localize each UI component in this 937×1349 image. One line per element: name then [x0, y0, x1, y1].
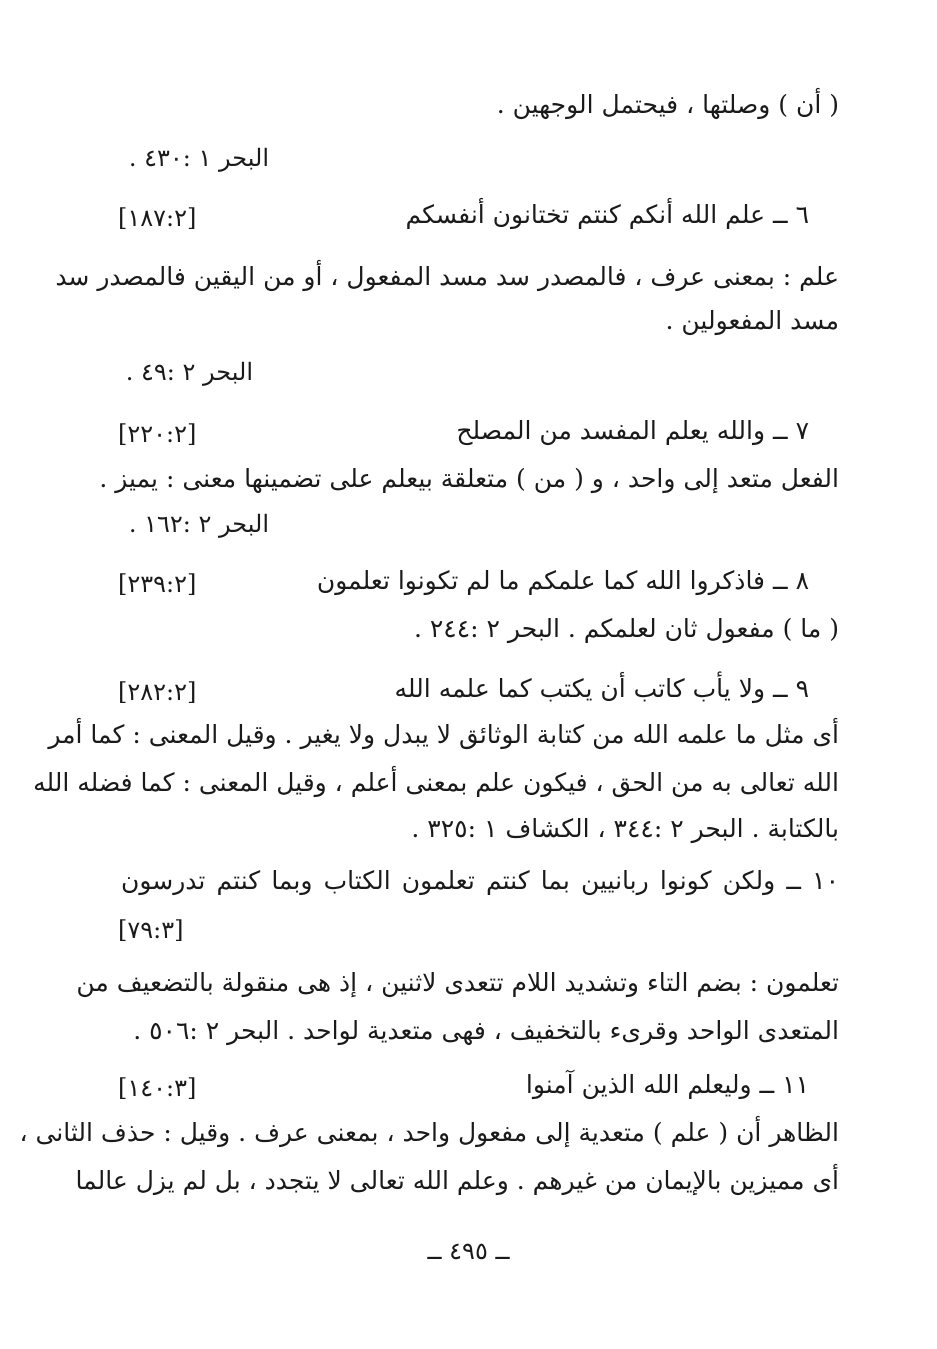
verse-reference: [١٤٠:٣] [118, 1074, 197, 1102]
text-line-22: تعلمون : بضم التاء وتشديد اللام تتعدى لاثنين ، إذ هى منقولة بالتضعيف من [76, 968, 839, 997]
verse-7: ٧ ــ والله يعلم المفسد من المصلح [456, 416, 809, 445]
text-line-18: الله تعالى به من الحق ، فيكون علم بمعنى أعلم ، وقيل المعنى : كما فضله الله [33, 768, 839, 797]
verse-10: ١٠ ــ ولكن كونوا ربانيين بما كنتم تعلمون الكتاب وبما كنتم تدرسون [121, 866, 839, 895]
verse-8: ٨ ــ فاذكروا الله كما علمكم ما لم تكونوا تعلمون [316, 566, 809, 595]
text-line-14: ( ما ) مفعول ثان لعلمكم . البحر ٢ :٢٤٤ . [413, 614, 839, 643]
page-number: ــ ٤٩٥ ــ [427, 1237, 510, 1265]
source-citation: البحر ٢ :١٦٢ . [128, 510, 269, 538]
text-line-1: ( أن ) وصلتها ، فيحتمل الوجهين . [496, 90, 839, 119]
text-line-5: علم : بمعنى عرف ، فالمصدر سد مسد المفعول ، أو من اليقين فالمصدر سد [55, 262, 839, 291]
source-citation: البحر ٢ :٤٩ . [125, 358, 253, 386]
verse-reference: [١٨٧:٢] [118, 204, 197, 232]
verse-11: ١١ ــ وليعلم الله الذين آمنوا [525, 1070, 809, 1099]
verse-reference: [٧٩:٣] [118, 916, 184, 944]
source-citation: البحر ١ :٤٣٠ . [128, 144, 269, 172]
text-line-27: أى مميزين بالإيمان من غيرهم . وعلم الله تعالى لا يتجدد ، بل لم يزل عالما [75, 1166, 839, 1195]
verse-reference: [٢٢٠:٢] [118, 420, 197, 448]
text-line-23: المتعدى الواحد وقرىء بالتخفيف ، فهى متعدية لواحد . البحر ٢ :٥٠٦ . [133, 1016, 839, 1045]
verse-reference: [٢٨٢:٢] [118, 678, 197, 706]
verse-9: ٩ ــ ولا يأب كاتب أن يكتب كما علمه الله [394, 674, 809, 703]
text-line-17: أى مثل ما علمه الله من كتابة الوثائق لا يبدل ولا يغير . وقيل المعنى : كما أمر [48, 720, 839, 749]
text-line-26: الظاهر أن ( علم ) متعدية إلى مفعول واحد ، بمعنى عرف . وقيل : حذف الثانى ، [19, 1118, 839, 1147]
verse-6: ٦ ــ علم الله أنكم كنتم تختانون أنفسكم [405, 200, 809, 229]
text-line-10: الفعل متعد إلى واحد ، و ( من ) متعلقة بيعلم على تضمينها معنى : يميز . [99, 464, 839, 493]
verse-reference: [٢٣٩:٢] [118, 570, 197, 598]
text-line-6: مسد المفعولين . [665, 306, 839, 335]
text-line-19: بالكتابة . البحر ٢ :٣٤٤ ، الكشاف ١ :٣٢٥ . [411, 814, 839, 843]
